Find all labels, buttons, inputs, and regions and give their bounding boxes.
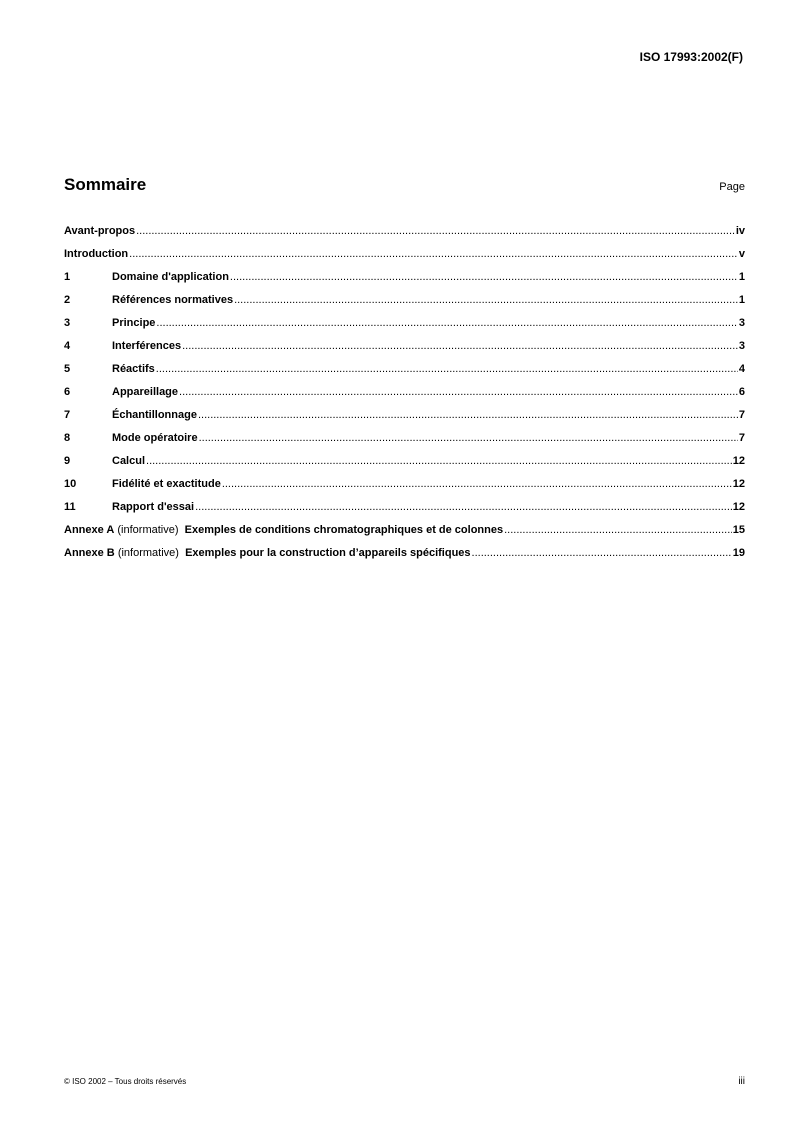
toc-entry-number: 5 bbox=[64, 363, 71, 375]
dot-leader bbox=[472, 546, 732, 560]
toc-annex-title: Exemples de conditions chromatographiques et de colonnes bbox=[184, 524, 504, 536]
toc-entry-text: Échantillonnage bbox=[112, 409, 197, 421]
toc-entry-page: 7 bbox=[738, 409, 745, 421]
toc-entry-number: 10 bbox=[64, 478, 77, 490]
dot-leader bbox=[129, 247, 738, 261]
toc-entry-6[interactable] bbox=[64, 385, 745, 408]
toc-entry-text: Domaine d'application bbox=[112, 271, 229, 283]
toc-entry-number: 9 bbox=[64, 455, 71, 467]
toc-heading-row bbox=[64, 175, 745, 195]
toc-entry-page: v bbox=[738, 248, 745, 260]
toc-entry-text: Réactifs bbox=[112, 363, 155, 375]
dot-leader bbox=[146, 454, 732, 468]
dot-leader bbox=[198, 408, 738, 422]
toc-entry-number: 11 bbox=[64, 501, 76, 513]
toc-entry-number: 1 bbox=[64, 271, 71, 283]
table-of-contents bbox=[64, 224, 745, 569]
toc-entry-page: 3 bbox=[738, 317, 745, 329]
toc-entry-text: Appareillage bbox=[112, 386, 179, 398]
dot-leader bbox=[195, 500, 732, 514]
toc-entry-2[interactable] bbox=[64, 293, 745, 316]
toc-entry-9[interactable] bbox=[64, 454, 745, 477]
toc-entry-text: Fidélité et exactitude bbox=[112, 478, 221, 490]
toc-entry-page: 12 bbox=[732, 501, 745, 513]
toc-entry-text: Introduction bbox=[64, 248, 129, 260]
toc-entry-text: Références normatives bbox=[112, 294, 234, 306]
toc-entry-5[interactable] bbox=[64, 362, 745, 385]
toc-entry-text: Principe bbox=[112, 317, 156, 329]
toc-entry-annex-b[interactable] bbox=[64, 546, 745, 569]
toc-entry-introduction[interactable] bbox=[64, 247, 745, 270]
toc-entry-1[interactable] bbox=[64, 270, 745, 293]
toc-entry-number: 4 bbox=[64, 340, 71, 352]
page-number: iii bbox=[738, 1076, 745, 1087]
toc-entry-page: 12 bbox=[732, 455, 745, 467]
toc-entry-page: 3 bbox=[738, 340, 745, 352]
dot-leader bbox=[156, 316, 737, 330]
toc-entry-8[interactable] bbox=[64, 431, 745, 454]
dot-leader bbox=[182, 339, 738, 353]
toc-entry-11[interactable] bbox=[64, 500, 745, 523]
toc-entry-page: 1 bbox=[738, 294, 745, 306]
copyright-notice: © ISO 2002 – Tous droits réservés bbox=[64, 1077, 187, 1086]
dot-leader bbox=[136, 224, 735, 238]
document-id: ISO 17993:2002(F) bbox=[639, 50, 743, 64]
dot-leader bbox=[230, 270, 738, 284]
toc-entry-page: 4 bbox=[738, 363, 745, 375]
toc-entry-number: 7 bbox=[64, 409, 71, 421]
toc-entry-number: 3 bbox=[64, 317, 71, 329]
toc-entry-text: Mode opératoire bbox=[112, 432, 198, 444]
toc-entry-text: Avant-propos bbox=[64, 225, 136, 237]
toc-title: Sommaire bbox=[64, 175, 147, 194]
toc-entry-page: 7 bbox=[738, 432, 745, 444]
toc-entry-page: 12 bbox=[732, 478, 745, 490]
toc-entry-number: 2 bbox=[64, 294, 71, 306]
toc-entry-page: 19 bbox=[732, 547, 745, 559]
dot-leader bbox=[234, 293, 738, 307]
toc-entry-page: 1 bbox=[738, 271, 745, 283]
toc-entry-page: iv bbox=[735, 225, 745, 237]
dot-leader bbox=[199, 431, 738, 445]
dot-leader bbox=[222, 477, 732, 491]
dot-leader bbox=[179, 385, 738, 399]
toc-annex-label: Annexe A bbox=[64, 524, 115, 536]
toc-entry-avant-propos[interactable] bbox=[64, 224, 745, 247]
toc-entry-text: Rapport d'essai bbox=[112, 501, 195, 513]
toc-entry-page: 6 bbox=[738, 386, 745, 398]
toc-page-column-label: Page bbox=[719, 181, 745, 193]
toc-annex-type: (informative) bbox=[117, 547, 179, 559]
toc-entry-4[interactable] bbox=[64, 339, 745, 362]
toc-entry-text: Interférences bbox=[112, 340, 182, 352]
page-footer bbox=[64, 1076, 745, 1087]
dot-leader bbox=[504, 523, 732, 537]
toc-entry-number: 6 bbox=[64, 386, 71, 398]
toc-annex-title: Exemples pour la construction d’appareils spécifiques bbox=[185, 547, 471, 559]
toc-annex-label: Annexe B bbox=[64, 547, 115, 559]
toc-entry-10[interactable] bbox=[64, 477, 745, 500]
toc-entry-page: 15 bbox=[732, 524, 745, 536]
dot-leader bbox=[156, 362, 738, 376]
toc-annex-type: (informative) bbox=[117, 524, 179, 536]
toc-entry-3[interactable] bbox=[64, 316, 745, 339]
toc-entry-text: Calcul bbox=[112, 455, 146, 467]
toc-entry-annex-a[interactable] bbox=[64, 523, 745, 546]
toc-entry-7[interactable] bbox=[64, 408, 745, 431]
toc-entry-number: 8 bbox=[64, 432, 71, 444]
